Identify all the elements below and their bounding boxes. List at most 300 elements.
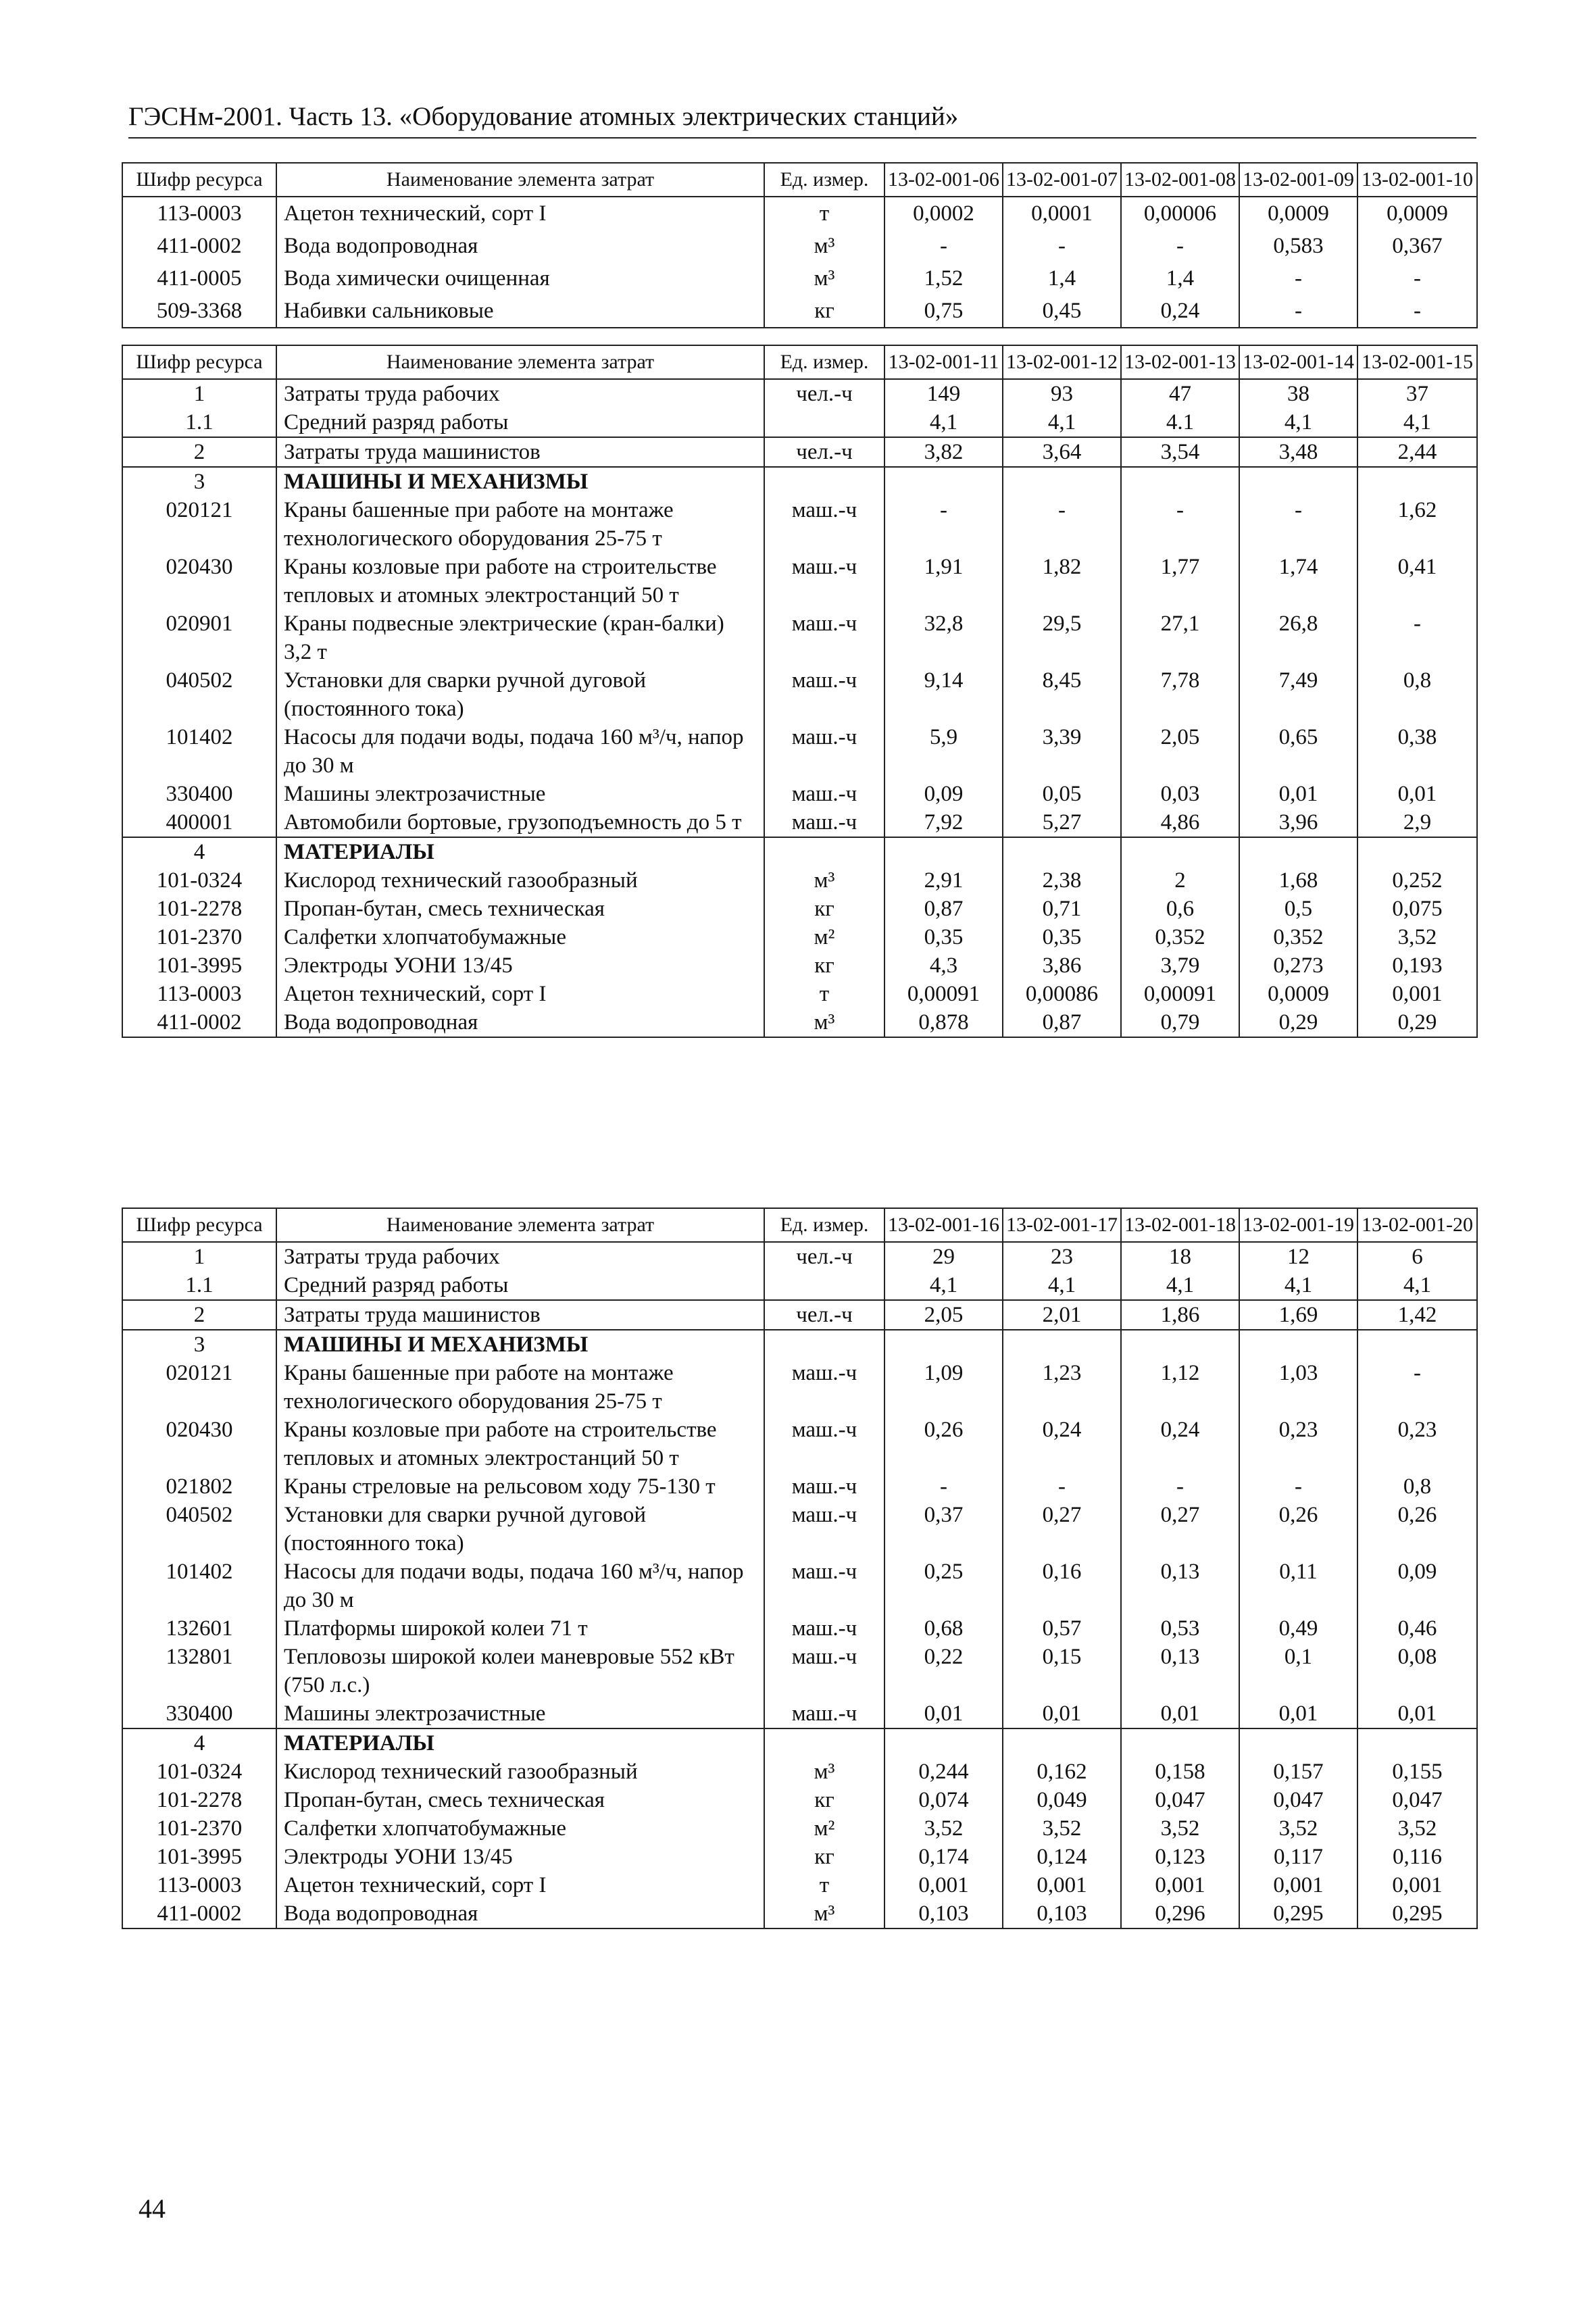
resource-code: 101402 — [122, 723, 276, 780]
table-row — [122, 408, 1477, 437]
norm-value — [1121, 1728, 1239, 1758]
page-header: ГЭСНм-2001. Часть 13. «Оборудование атомных электрических станций» — [128, 101, 1476, 139]
norm-value: 0,103 — [884, 1899, 1003, 1928]
resource-code: 132801 — [122, 1643, 276, 1699]
table-row — [122, 262, 1477, 295]
resource-code: 411-0002 — [122, 1899, 276, 1928]
norm-value: 3,82 — [884, 437, 1003, 467]
norm-value: 2,44 — [1357, 437, 1477, 467]
norm-value: 0,103 — [1003, 1899, 1121, 1928]
resource-name: Затраты труда рабочих — [276, 1242, 764, 1271]
resource-name: Автомобили бортовые, грузоподъемность до 5 т — [276, 808, 764, 837]
norm-value: 0,13 — [1121, 1558, 1239, 1614]
table-row — [122, 666, 1477, 723]
resource-code: 101-2278 — [122, 1786, 276, 1814]
resource-name: Салфетки хлопчатобумажные — [276, 923, 764, 951]
resource-unit: кг — [764, 1843, 884, 1871]
norm-value: 0,23 — [1357, 1416, 1477, 1472]
table-row — [122, 808, 1477, 837]
resource-code: 021802 — [122, 1472, 276, 1501]
resource-unit — [764, 408, 884, 437]
norm-value: 4,86 — [1121, 808, 1239, 837]
col-header-norm: 13-02-001-17 — [1003, 1208, 1121, 1242]
norm-value: 4,1 — [1357, 1271, 1477, 1300]
norm-value: 4,1 — [884, 1271, 1003, 1300]
norm-value: 0,38 — [1357, 723, 1477, 780]
resource-unit: маш.-ч — [764, 1416, 884, 1472]
norm-value: 1,69 — [1239, 1300, 1357, 1330]
col-header-name: Наименование элемента затрат — [276, 1208, 764, 1242]
norm-value: - — [884, 230, 1003, 262]
norm-value: 1,52 — [884, 262, 1003, 295]
norm-value: 1,86 — [1121, 1300, 1239, 1330]
resource-unit: маш.-ч — [764, 1614, 884, 1643]
resource-unit: маш.-ч — [764, 666, 884, 723]
resource-unit — [764, 467, 884, 496]
resource-code: 101-3995 — [122, 951, 276, 980]
norm-value — [1003, 837, 1121, 866]
resource-unit: маш.-ч — [764, 1359, 884, 1416]
resource-name: Ацетон технический, сорт I — [276, 197, 764, 230]
norm-value: 0,16 — [1003, 1558, 1121, 1614]
norm-value — [1121, 837, 1239, 866]
resource-name: МАШИНЫ И МЕХАНИЗМЫ — [276, 1330, 764, 1359]
table-row — [122, 923, 1477, 951]
col-header-norm: 13-02-001-18 — [1121, 1208, 1239, 1242]
table-row — [122, 197, 1477, 230]
resource-code: 101-2370 — [122, 923, 276, 951]
table-row — [122, 1558, 1477, 1614]
norm-value: 0,24 — [1003, 1416, 1121, 1472]
resource-code: 020430 — [122, 1416, 276, 1472]
col-header-norm: 13-02-001-16 — [884, 1208, 1003, 1242]
norm-value: 0,35 — [884, 923, 1003, 951]
resource-code: 101-2278 — [122, 895, 276, 923]
norm-value: 0,71 — [1003, 895, 1121, 923]
resource-code: 020121 — [122, 1359, 276, 1416]
norm-value: 1,03 — [1239, 1359, 1357, 1416]
norm-value: - — [1121, 230, 1239, 262]
col-header-code: Шифр ресурса — [122, 345, 276, 379]
norm-value: 0,296 — [1121, 1899, 1239, 1928]
resource-unit: маш.-ч — [764, 723, 884, 780]
resource-unit: чел.-ч — [764, 437, 884, 467]
norm-value: 3,79 — [1121, 951, 1239, 980]
norm-value: 0,79 — [1121, 1008, 1239, 1037]
norm-value: 4,1 — [1003, 408, 1121, 437]
norm-value — [1003, 1330, 1121, 1359]
norm-value: 0,68 — [884, 1614, 1003, 1643]
resource-table-1 — [122, 162, 1478, 328]
resource-name: МАТЕРИАЛЫ — [276, 1728, 764, 1758]
resource-unit: м² — [764, 923, 884, 951]
resource-unit: м³ — [764, 262, 884, 295]
norm-value: 0,87 — [1003, 1008, 1121, 1037]
resource-unit: маш.-ч — [764, 1643, 884, 1699]
col-header-norm: 13-02-001-20 — [1357, 1208, 1477, 1242]
resource-code: 101-0324 — [122, 866, 276, 895]
resource-code: 411-0002 — [122, 1008, 276, 1037]
norm-value: 0,46 — [1357, 1614, 1477, 1643]
norm-value: 0,23 — [1239, 1416, 1357, 1472]
norm-value: 0,155 — [1357, 1758, 1477, 1786]
norm-value: 38 — [1239, 379, 1357, 408]
norm-value: 0,03 — [1121, 780, 1239, 808]
norm-value: 0,87 — [884, 895, 1003, 923]
resource-table-2 — [122, 345, 1478, 1038]
norm-value: 18 — [1121, 1242, 1239, 1271]
resource-code: 4 — [122, 1728, 276, 1758]
col-header-unit: Ед. измер. — [764, 163, 884, 197]
table-row — [122, 609, 1477, 666]
col-header-norm: 13-02-001-06 — [884, 163, 1003, 197]
norm-value: 0,117 — [1239, 1843, 1357, 1871]
resource-name: Пропан-бутан, смесь техническая — [276, 1786, 764, 1814]
norm-value: 4,1 — [1357, 408, 1477, 437]
resource-unit: кг — [764, 1786, 884, 1814]
norm-value — [1239, 1728, 1357, 1758]
norm-value: 0,001 — [1357, 980, 1477, 1008]
norm-value: 0,25 — [884, 1558, 1003, 1614]
resource-name: МАШИНЫ И МЕХАНИЗМЫ — [276, 467, 764, 496]
norm-value: 7,49 — [1239, 666, 1357, 723]
norm-value: 0,583 — [1239, 230, 1357, 262]
norm-value: 0,22 — [884, 1643, 1003, 1699]
norm-value: 0,367 — [1357, 230, 1477, 262]
norm-value: 0,047 — [1121, 1786, 1239, 1814]
table-row — [122, 230, 1477, 262]
norm-value: 3,52 — [1121, 1814, 1239, 1843]
table-row — [122, 895, 1477, 923]
resource-code: 020901 — [122, 609, 276, 666]
resource-name: Вода химически очищенная — [276, 262, 764, 295]
norm-value: 0,00091 — [884, 980, 1003, 1008]
resource-name: Насосы для подачи воды, подача 160 м³/ч, напор до 30 м — [276, 723, 764, 780]
norm-value: 1,23 — [1003, 1359, 1121, 1416]
norm-value: 9,14 — [884, 666, 1003, 723]
resource-name: Кислород технический газообразный — [276, 1758, 764, 1786]
norm-value: 0,41 — [1357, 553, 1477, 609]
table-row — [122, 1843, 1477, 1871]
resource-unit: м³ — [764, 230, 884, 262]
resource-name: Ацетон технический, сорт I — [276, 1871, 764, 1899]
col-header-norm: 13-02-001-11 — [884, 345, 1003, 379]
norm-value: 1,4 — [1121, 262, 1239, 295]
table-row — [122, 1330, 1477, 1359]
norm-value: - — [884, 496, 1003, 553]
resource-name: Установки для сварки ручной дуговой (постоянного тока) — [276, 1501, 764, 1558]
norm-value: 0,8 — [1357, 1472, 1477, 1501]
resource-code: 101402 — [122, 1558, 276, 1614]
resource-name: Средний разряд работы — [276, 1271, 764, 1300]
resource-name: Кислород технический газообразный — [276, 866, 764, 895]
norm-value: 8,45 — [1003, 666, 1121, 723]
norm-value: 0,09 — [884, 780, 1003, 808]
table-row — [122, 1786, 1477, 1814]
norm-value: 0,27 — [1121, 1501, 1239, 1558]
table-row — [122, 837, 1477, 866]
norm-value: 26,8 — [1239, 609, 1357, 666]
norm-value: 0,001 — [884, 1871, 1003, 1899]
table-row — [122, 780, 1477, 808]
col-header-unit: Ед. измер. — [764, 345, 884, 379]
col-header-norm: 13-02-001-08 — [1121, 163, 1239, 197]
norm-value: 29 — [884, 1242, 1003, 1271]
norm-value: - — [1357, 1359, 1477, 1416]
resource-code: 113-0003 — [122, 980, 276, 1008]
norm-value: 3,52 — [1357, 1814, 1477, 1843]
norm-value — [1239, 1330, 1357, 1359]
col-header-norm: 13-02-001-07 — [1003, 163, 1121, 197]
table-row — [122, 866, 1477, 895]
resource-code: 1 — [122, 379, 276, 408]
norm-value: 0,24 — [1121, 1416, 1239, 1472]
norm-value: 0,295 — [1239, 1899, 1357, 1928]
header-row — [122, 163, 1477, 197]
table-row — [122, 379, 1477, 408]
resource-unit: маш.-ч — [764, 780, 884, 808]
resource-unit: м³ — [764, 1899, 884, 1928]
norm-value: 0,08 — [1357, 1643, 1477, 1699]
norm-value — [1003, 1728, 1121, 1758]
norm-value: 2,05 — [1121, 723, 1239, 780]
norm-value — [1121, 467, 1239, 496]
norm-value: 2,01 — [1003, 1300, 1121, 1330]
norm-value: - — [1003, 1472, 1121, 1501]
resource-code: 113-0003 — [122, 197, 276, 230]
resource-code: 330400 — [122, 1699, 276, 1728]
table-row — [122, 1614, 1477, 1643]
norm-value: - — [1239, 1472, 1357, 1501]
resource-code: 2 — [122, 1300, 276, 1330]
norm-value: 0,116 — [1357, 1843, 1477, 1871]
norm-value: 3,54 — [1121, 437, 1239, 467]
resource-name: Машины электрозачистные — [276, 780, 764, 808]
col-header-norm: 13-02-001-14 — [1239, 345, 1357, 379]
norm-value: - — [1239, 295, 1357, 328]
col-header-norm: 13-02-001-15 — [1357, 345, 1477, 379]
norm-value: 4,1 — [1121, 1271, 1239, 1300]
norm-value: 4,1 — [884, 408, 1003, 437]
resource-name: Вода водопроводная — [276, 1008, 764, 1037]
resource-code: 101-2370 — [122, 1814, 276, 1843]
norm-value — [1003, 467, 1121, 496]
resource-code: 113-0003 — [122, 1871, 276, 1899]
table-row — [122, 1300, 1477, 1330]
table-row — [122, 1416, 1477, 1472]
norm-value: 5,9 — [884, 723, 1003, 780]
table-row — [122, 295, 1477, 328]
resource-unit — [764, 1271, 884, 1300]
resource-unit — [764, 837, 884, 866]
resource-name: Набивки сальниковые — [276, 295, 764, 328]
resource-unit: м³ — [764, 1008, 884, 1037]
resource-code: 040502 — [122, 666, 276, 723]
resource-unit: маш.-ч — [764, 553, 884, 609]
resource-unit: кг — [764, 895, 884, 923]
norm-value: 0,049 — [1003, 1786, 1121, 1814]
resource-unit: маш.-ч — [764, 496, 884, 553]
norm-value: 0,075 — [1357, 895, 1477, 923]
norm-value: - — [1239, 262, 1357, 295]
table-row — [122, 1501, 1477, 1558]
norm-value: 0,352 — [1121, 923, 1239, 951]
norm-value: 0,27 — [1003, 1501, 1121, 1558]
header-row — [122, 1208, 1477, 1242]
table-row — [122, 1242, 1477, 1271]
resource-name: Затраты труда машинистов — [276, 1300, 764, 1330]
resource-unit: т — [764, 197, 884, 230]
resource-name: Тепловозы широкой колеи маневровые 552 кВт (750 л.с.) — [276, 1643, 764, 1699]
resource-name: Краны стреловые на рельсовом ходу 75-130 т — [276, 1472, 764, 1501]
resource-unit: м³ — [764, 1758, 884, 1786]
resource-code: 3 — [122, 1330, 276, 1359]
resource-unit — [764, 1330, 884, 1359]
resource-code: 330400 — [122, 780, 276, 808]
table-row — [122, 467, 1477, 496]
norm-value: 3,86 — [1003, 951, 1121, 980]
norm-value — [884, 837, 1003, 866]
norm-value: 1,82 — [1003, 553, 1121, 609]
resource-name: Краны козловые при работе на строительстве тепловых и атомных электростанций 50 т — [276, 553, 764, 609]
norm-value: 0,6 — [1121, 895, 1239, 923]
table-row — [122, 1643, 1477, 1699]
norm-value — [1239, 467, 1357, 496]
norm-value: 0,00086 — [1003, 980, 1121, 1008]
norm-value: 2,38 — [1003, 866, 1121, 895]
resource-code: 2 — [122, 437, 276, 467]
norm-value: 3,64 — [1003, 437, 1121, 467]
norm-value: 0,01 — [884, 1699, 1003, 1728]
norm-value — [884, 1330, 1003, 1359]
resource-name: Краны башенные при работе на монтаже технологического оборудования 25-75 т — [276, 496, 764, 553]
resource-unit: т — [764, 1871, 884, 1899]
norm-value: - — [1357, 295, 1477, 328]
resource-name: Электроды УОНИ 13/45 — [276, 1843, 764, 1871]
norm-value: 0,15 — [1003, 1643, 1121, 1699]
resource-unit: кг — [764, 951, 884, 980]
norm-value: 0,193 — [1357, 951, 1477, 980]
resource-unit: маш.-ч — [764, 609, 884, 666]
norm-value: 0,01 — [1121, 1699, 1239, 1728]
norm-value: 0,5 — [1239, 895, 1357, 923]
header-row — [122, 345, 1477, 379]
norm-value: 1,74 — [1239, 553, 1357, 609]
norm-value — [884, 467, 1003, 496]
resource-name: Установки для сварки ручной дуговой (постоянного тока) — [276, 666, 764, 723]
resource-unit: маш.-ч — [764, 1501, 884, 1558]
table-row — [122, 723, 1477, 780]
resource-name: Краны подвесные электрические (кран-балки) 3,2 т — [276, 609, 764, 666]
norm-value — [1357, 467, 1477, 496]
norm-value: 1,68 — [1239, 866, 1357, 895]
norm-value: 0,01 — [1357, 1699, 1477, 1728]
norm-value: 29,5 — [1003, 609, 1121, 666]
norm-value: 0,0009 — [1239, 980, 1357, 1008]
norm-value: 0,0009 — [1239, 197, 1357, 230]
table-row — [122, 1899, 1477, 1928]
norm-value: 0,01 — [1357, 780, 1477, 808]
resource-name: Платформы широкой колеи 71 т — [276, 1614, 764, 1643]
norm-value: 2,9 — [1357, 808, 1477, 837]
norm-value: 4,1 — [1239, 408, 1357, 437]
resource-name: Затраты труда машинистов — [276, 437, 764, 467]
norm-value: 0,45 — [1003, 295, 1121, 328]
norm-value: 0,295 — [1357, 1899, 1477, 1928]
resource-code: 1.1 — [122, 408, 276, 437]
norm-value: 0,174 — [884, 1843, 1003, 1871]
norm-value: 0,001 — [1239, 1871, 1357, 1899]
norm-value: 0,001 — [1357, 1871, 1477, 1899]
norm-value: 3,39 — [1003, 723, 1121, 780]
norm-value: - — [1003, 496, 1121, 553]
norm-value — [1357, 1330, 1477, 1359]
norm-value: 3,52 — [1239, 1814, 1357, 1843]
norm-value: 0,26 — [884, 1416, 1003, 1472]
table-row — [122, 553, 1477, 609]
table-row — [122, 1359, 1477, 1416]
col-header-name: Наименование элемента затрат — [276, 345, 764, 379]
norm-value: 0,001 — [1003, 1871, 1121, 1899]
col-header-unit: Ед. измер. — [764, 1208, 884, 1242]
norm-value: 3,52 — [1357, 923, 1477, 951]
norm-value: 0,11 — [1239, 1558, 1357, 1614]
norm-value: 1,42 — [1357, 1300, 1477, 1330]
norm-value: 32,8 — [884, 609, 1003, 666]
resource-unit: маш.-ч — [764, 808, 884, 837]
col-header-norm: 13-02-001-13 — [1121, 345, 1239, 379]
norm-value: 3,52 — [884, 1814, 1003, 1843]
resource-code: 020430 — [122, 553, 276, 609]
norm-value: 47 — [1121, 379, 1239, 408]
norm-value: 0,273 — [1239, 951, 1357, 980]
norm-value: 0,35 — [1003, 923, 1121, 951]
resource-name: Затраты труда рабочих — [276, 379, 764, 408]
norm-value: 7,78 — [1121, 666, 1239, 723]
norm-value — [884, 1728, 1003, 1758]
resource-name: МАТЕРИАЛЫ — [276, 837, 764, 866]
norm-value: 0,001 — [1121, 1871, 1239, 1899]
norm-value: 0,0001 — [1003, 197, 1121, 230]
resource-unit: м² — [764, 1814, 884, 1843]
resource-code: 101-3995 — [122, 1843, 276, 1871]
norm-value: 0,047 — [1357, 1786, 1477, 1814]
norm-value: 3,96 — [1239, 808, 1357, 837]
table-row — [122, 980, 1477, 1008]
resource-code: 101-0324 — [122, 1758, 276, 1786]
resource-name: Машины электрозачистные — [276, 1699, 764, 1728]
resource-code: 411-0005 — [122, 262, 276, 295]
norm-value: 0,26 — [1239, 1501, 1357, 1558]
norm-value: 0,26 — [1357, 1501, 1477, 1558]
norm-value: 0,124 — [1003, 1843, 1121, 1871]
resource-code: 1 — [122, 1242, 276, 1271]
table-row — [122, 1271, 1477, 1300]
norm-value: 37 — [1357, 379, 1477, 408]
norm-value: 0,1 — [1239, 1643, 1357, 1699]
col-header-name: Наименование элемента затрат — [276, 163, 764, 197]
norm-value: - — [1121, 1472, 1239, 1501]
resource-unit: чел.-ч — [764, 1242, 884, 1271]
resource-unit: чел.-ч — [764, 1300, 884, 1330]
norm-value: 0,047 — [1239, 1786, 1357, 1814]
norm-value: 0,53 — [1121, 1614, 1239, 1643]
norm-value: 0,244 — [884, 1758, 1003, 1786]
norm-value: 0,123 — [1121, 1843, 1239, 1871]
col-header-norm: 13-02-001-12 — [1003, 345, 1121, 379]
resource-name: Насосы для подачи воды, подача 160 м³/ч, напор до 30 м — [276, 1558, 764, 1614]
resource-name: Краны козловые при работе на строительстве тепловых и атомных электростанций 50 т — [276, 1416, 764, 1472]
